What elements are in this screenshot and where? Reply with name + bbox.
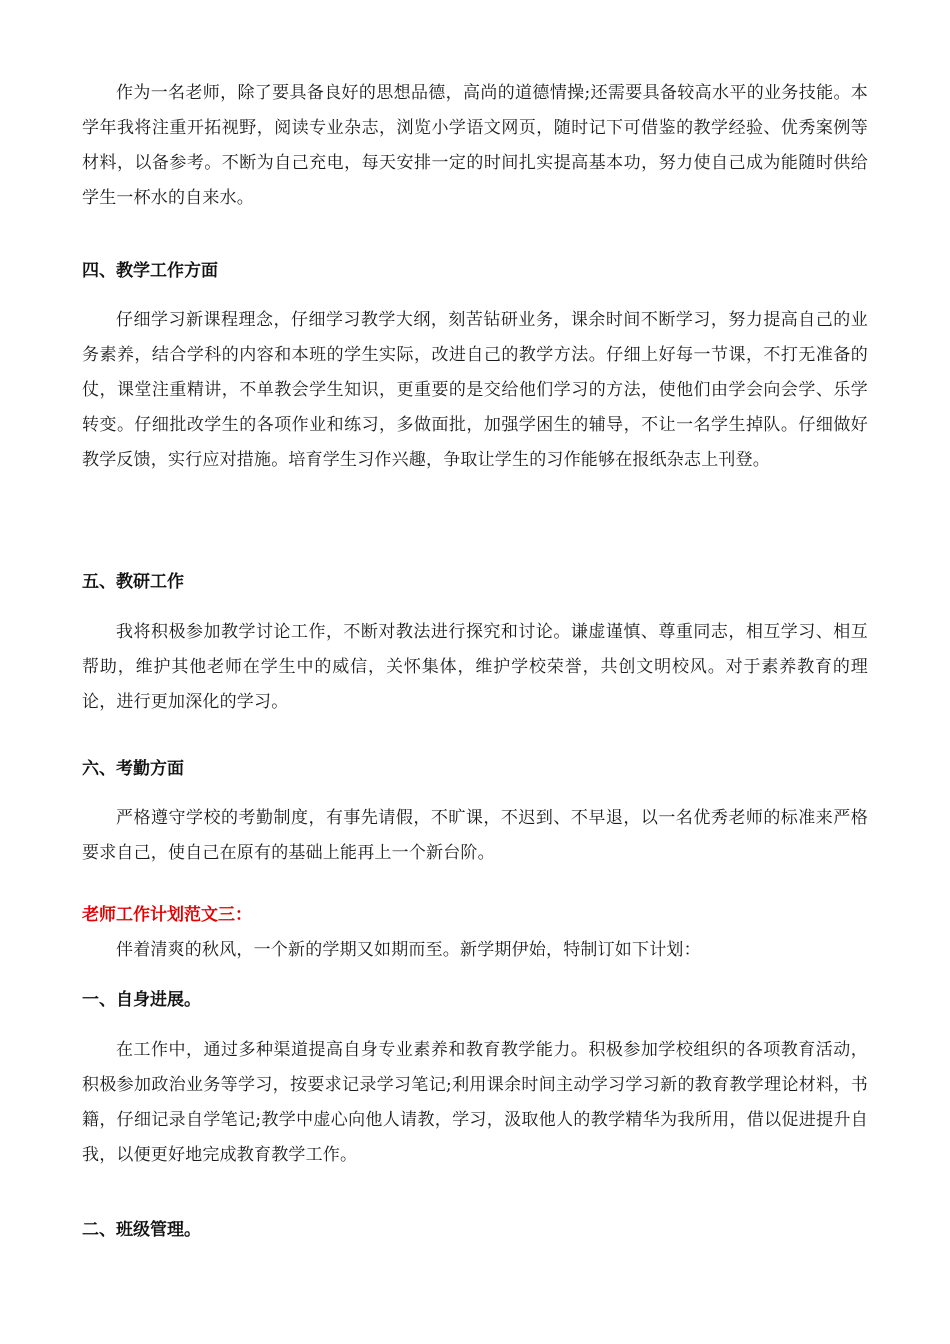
heading-self-development: 一、自身进展。	[82, 990, 201, 1010]
section-title-sample-three: 老师工作计划范文三：	[82, 905, 252, 925]
paragraph-teaching-work: 仔细学习新课程理念，仔细学习教学大纲，刻苦钻研业务，课余时间不断学习，努力提高自己的业务素养，结合学科的内容和本班的学生实际，改进自己的教学方法。仔细上好每一节课，不打无准备的仗，课堂注重精讲，不单教会学生知识，更重要的是交给他们学习的方法，使他们由学会向会学、乐学转变。仔细批改学生的各项作业和练习，多做面批，加强学困生的辅导，不让一名学生掉队。仔细做好教学反馈，实行应对措施。培育学生习作兴趣，争取让学生的习作能够在报纸杂志上刊登。	[82, 310, 868, 470]
paragraph-professional-growth: 作为一名老师，除了要具备良好的思想品德，高尚的道德情操;还需要具备较高水平的业务技能。本学年我将注重开拓视野，阅读专业杂志，浏览小学语文网页，随时记下可借鉴的教学经验、优秀案例等材料，以备参考。不断为自己充电，每天安排一定的时间扎实提高基本功，努力使自己成为能随时供给学生一杯水的自来水。	[82, 83, 868, 208]
heading-teaching-research: 五、教研工作	[82, 572, 184, 592]
paragraph-teaching-research: 我将积极参加教学讨论工作，不断对教法进行探究和讨论。谦虚谨慎、尊重同志，相互学习、相互帮助，维护其他老师在学生中的威信，关怀集体，维护学校荣誉，共创文明校风。对于素养教育的理论，进行更加深化的学习。	[82, 622, 868, 712]
paragraph-self-development: 在工作中，通过多种渠道提高自身专业素养和教育教学能力。积极参加学校组织的各项教育活动，积极参加政治业务等学习，按要求记录学习笔记;利用课余时间主动学习学习新的教育教学理论材料，书籍，仔细记录自学笔记;教学中虚心向他人请教，学习，汲取他人的教学精华为我所用，借以促进提升自我，以便更好地完成教育教学工作。	[82, 1040, 868, 1165]
heading-teaching-work: 四、教学工作方面	[82, 261, 218, 281]
paragraph-attendance: 严格遵守学校的考勤制度，有事先请假，不旷课，不迟到、不早退，以一名优秀老师的标准来严格要求自己，使自己在原有的基础上能再上一个新台阶。	[82, 808, 868, 863]
heading-class-management: 二、班级管理。	[82, 1220, 201, 1240]
paragraph-intro: 伴着清爽的秋风，一个新的学期又如期而至。新学期伊始，特制订如下计划：	[116, 940, 701, 960]
heading-attendance: 六、考勤方面	[82, 759, 184, 779]
